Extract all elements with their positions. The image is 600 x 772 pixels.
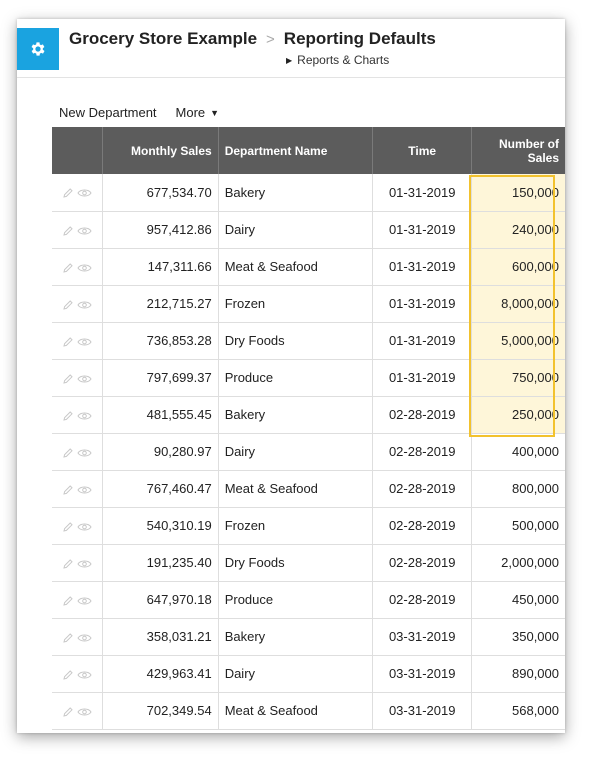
row-actions [52, 322, 102, 359]
row-actions [52, 396, 102, 433]
eye-icon[interactable] [77, 444, 92, 459]
cell-monthly-sales[interactable]: 429,963.41 [102, 655, 218, 692]
cell-department-name[interactable]: Meat & Seafood [218, 248, 373, 285]
cell-monthly-sales[interactable]: 767,460.47 [102, 470, 218, 507]
eye-icon[interactable] [77, 703, 92, 718]
column-header-actions [52, 127, 102, 174]
cell-number-of-sales[interactable]: 240,000 [471, 211, 565, 248]
table-row[interactable] [52, 470, 565, 507]
cell-monthly-sales[interactable]: 147,311.66 [102, 248, 218, 285]
cell-monthly-sales[interactable]: 736,853.28 [102, 322, 218, 359]
eye-icon[interactable] [77, 629, 92, 644]
cell-number-of-sales[interactable]: 750,000 [471, 359, 565, 396]
pencil-icon[interactable] [62, 222, 74, 237]
cell-time[interactable]: 03-31-2019 [373, 618, 472, 655]
table-row[interactable] [52, 359, 565, 396]
breadcrumb-separator: > [266, 31, 275, 48]
toolbar [59, 105, 219, 120]
reports-charts-label: Reports & Charts [297, 53, 390, 67]
row-actions [52, 433, 102, 470]
new-department-button[interactable]: New Department [59, 105, 157, 120]
eye-icon[interactable] [77, 518, 92, 533]
cell-number-of-sales[interactable]: 568,000 [471, 692, 565, 729]
eye-icon[interactable] [77, 259, 92, 274]
cell-number-of-sales[interactable]: 800,000 [471, 470, 565, 507]
cell-number-of-sales[interactable]: 5,000,000 [471, 322, 565, 359]
row-actions [52, 655, 102, 692]
eye-icon[interactable] [77, 555, 92, 570]
cell-number-of-sales[interactable]: 600,000 [471, 248, 565, 285]
row-actions [52, 581, 102, 618]
pencil-icon[interactable] [62, 185, 74, 200]
eye-icon[interactable] [77, 370, 92, 385]
cell-department-name[interactable]: Frozen [218, 285, 373, 322]
cell-time[interactable]: 01-31-2019 [373, 359, 472, 396]
records-table [52, 127, 565, 730]
cell-department-name[interactable]: Dairy [218, 433, 373, 470]
breadcrumb-app-link[interactable]: Grocery Store Example [69, 29, 258, 48]
cell-monthly-sales[interactable]: 358,031.21 [102, 618, 218, 655]
pencil-icon[interactable] [62, 518, 74, 533]
cell-number-of-sales[interactable]: 150,000 [471, 174, 565, 211]
table-row[interactable] [52, 433, 565, 470]
table-row[interactable] [52, 174, 565, 211]
cell-time[interactable]: 02-28-2019 [373, 507, 472, 544]
cell-department-name[interactable]: Bakery [218, 618, 373, 655]
cell-number-of-sales[interactable]: 450,000 [471, 581, 565, 618]
pencil-icon[interactable] [62, 444, 74, 459]
triangle-right-icon: ▶ [286, 55, 293, 65]
row-actions [52, 359, 102, 396]
cell-number-of-sales[interactable]: 400,000 [471, 433, 565, 470]
cell-monthly-sales[interactable]: 702,349.54 [102, 692, 218, 729]
cell-time[interactable]: 01-31-2019 [373, 248, 472, 285]
cell-monthly-sales[interactable]: 647,970.18 [102, 581, 218, 618]
caret-down-icon: ▼ [210, 107, 220, 118]
row-actions [52, 285, 102, 322]
row-actions [52, 470, 102, 507]
row-actions [52, 692, 102, 729]
cell-department-name[interactable]: Dry Foods [218, 544, 373, 581]
cell-department-name[interactable]: Dairy [218, 655, 373, 692]
table-row[interactable] [52, 248, 565, 285]
cell-time[interactable]: 02-28-2019 [373, 396, 472, 433]
cell-time[interactable]: 01-31-2019 [373, 174, 472, 211]
cell-time[interactable]: 01-31-2019 [373, 211, 472, 248]
cell-monthly-sales[interactable]: 797,699.37 [102, 359, 218, 396]
cell-number-of-sales[interactable]: 350,000 [471, 618, 565, 655]
breadcrumb [69, 29, 436, 49]
cell-department-name[interactable]: Frozen [218, 507, 373, 544]
pencil-icon[interactable] [62, 259, 74, 274]
column-header-time[interactable]: Time [373, 127, 472, 174]
cell-time[interactable]: 02-28-2019 [373, 470, 472, 507]
column-header-number-of-sales[interactable]: Number of Sales [471, 127, 565, 174]
cell-department-name[interactable]: Bakery [218, 396, 373, 433]
eye-icon[interactable] [77, 481, 92, 496]
cell-department-name[interactable]: Meat & Seafood [218, 470, 373, 507]
header-divider [17, 77, 565, 78]
cell-department-name[interactable]: Dry Foods [218, 322, 373, 359]
cell-department-name[interactable]: Bakery [218, 174, 373, 211]
pencil-icon[interactable] [62, 370, 74, 385]
row-actions [52, 618, 102, 655]
cell-monthly-sales[interactable]: 540,310.19 [102, 507, 218, 544]
cell-department-name[interactable]: Meat & Seafood [218, 692, 373, 729]
row-actions [52, 174, 102, 211]
cell-number-of-sales[interactable]: 500,000 [471, 507, 565, 544]
cell-number-of-sales[interactable]: 8,000,000 [471, 285, 565, 322]
cell-number-of-sales[interactable]: 890,000 [471, 655, 565, 692]
more-dropdown[interactable] [176, 105, 220, 120]
table-row[interactable] [52, 655, 565, 692]
cell-department-name[interactable]: Dairy [218, 211, 373, 248]
row-actions [52, 507, 102, 544]
cell-department-name[interactable]: Produce [218, 359, 373, 396]
cell-monthly-sales[interactable]: 191,235.40 [102, 544, 218, 581]
pencil-icon[interactable] [62, 481, 74, 496]
pencil-icon[interactable] [62, 666, 74, 681]
table-row[interactable] [52, 618, 565, 655]
cell-time[interactable]: 01-31-2019 [373, 322, 472, 359]
pencil-icon[interactable] [62, 703, 74, 718]
row-actions [52, 248, 102, 285]
reports-charts-link[interactable] [286, 53, 389, 67]
pencil-icon[interactable] [62, 296, 74, 311]
cell-time[interactable]: 03-31-2019 [373, 655, 472, 692]
cell-time[interactable]: 02-28-2019 [373, 433, 472, 470]
cell-time[interactable]: 02-28-2019 [373, 581, 472, 618]
cell-monthly-sales[interactable]: 677,534.70 [102, 174, 218, 211]
eye-icon[interactable] [77, 296, 92, 311]
eye-icon[interactable] [77, 666, 92, 681]
eye-icon[interactable] [77, 333, 92, 348]
eye-icon[interactable] [77, 185, 92, 200]
eye-icon[interactable] [77, 222, 92, 237]
table-row[interactable] [52, 211, 565, 248]
app-window [17, 19, 565, 733]
column-header-monthly-sales[interactable]: Monthly Sales [102, 127, 218, 174]
cell-monthly-sales[interactable]: 481,555.45 [102, 396, 218, 433]
eye-icon[interactable] [77, 407, 92, 422]
cell-time[interactable]: 03-31-2019 [373, 692, 472, 729]
cell-monthly-sales[interactable]: 90,280.97 [102, 433, 218, 470]
pencil-icon[interactable] [62, 333, 74, 348]
pencil-icon[interactable] [62, 629, 74, 644]
cell-number-of-sales[interactable]: 250,000 [471, 396, 565, 433]
table-row[interactable] [52, 581, 565, 618]
more-label: More [175, 105, 206, 120]
row-actions [52, 544, 102, 581]
eye-icon[interactable] [77, 592, 92, 607]
cell-monthly-sales[interactable]: 212,715.27 [102, 285, 218, 322]
row-actions [52, 211, 102, 248]
cell-department-name[interactable]: Produce [218, 581, 373, 618]
page-title: Reporting Defaults [283, 29, 436, 48]
app-icon-button[interactable] [17, 28, 59, 70]
column-header-department-name[interactable]: Department Name [218, 127, 373, 174]
table-row[interactable] [52, 322, 565, 359]
pencil-icon[interactable] [62, 407, 74, 422]
table-row[interactable] [52, 692, 565, 729]
cell-time[interactable]: 01-31-2019 [373, 285, 472, 322]
pencil-icon[interactable] [62, 592, 74, 607]
table-row[interactable] [52, 396, 565, 433]
table-row[interactable] [52, 544, 565, 581]
cell-time[interactable]: 02-28-2019 [373, 544, 472, 581]
table-row[interactable] [52, 507, 565, 544]
cell-monthly-sales[interactable]: 957,412.86 [102, 211, 218, 248]
table-row[interactable] [52, 285, 565, 322]
gear-icon [29, 40, 47, 58]
cell-number-of-sales[interactable]: 2,000,000 [471, 544, 565, 581]
pencil-icon[interactable] [62, 555, 74, 570]
